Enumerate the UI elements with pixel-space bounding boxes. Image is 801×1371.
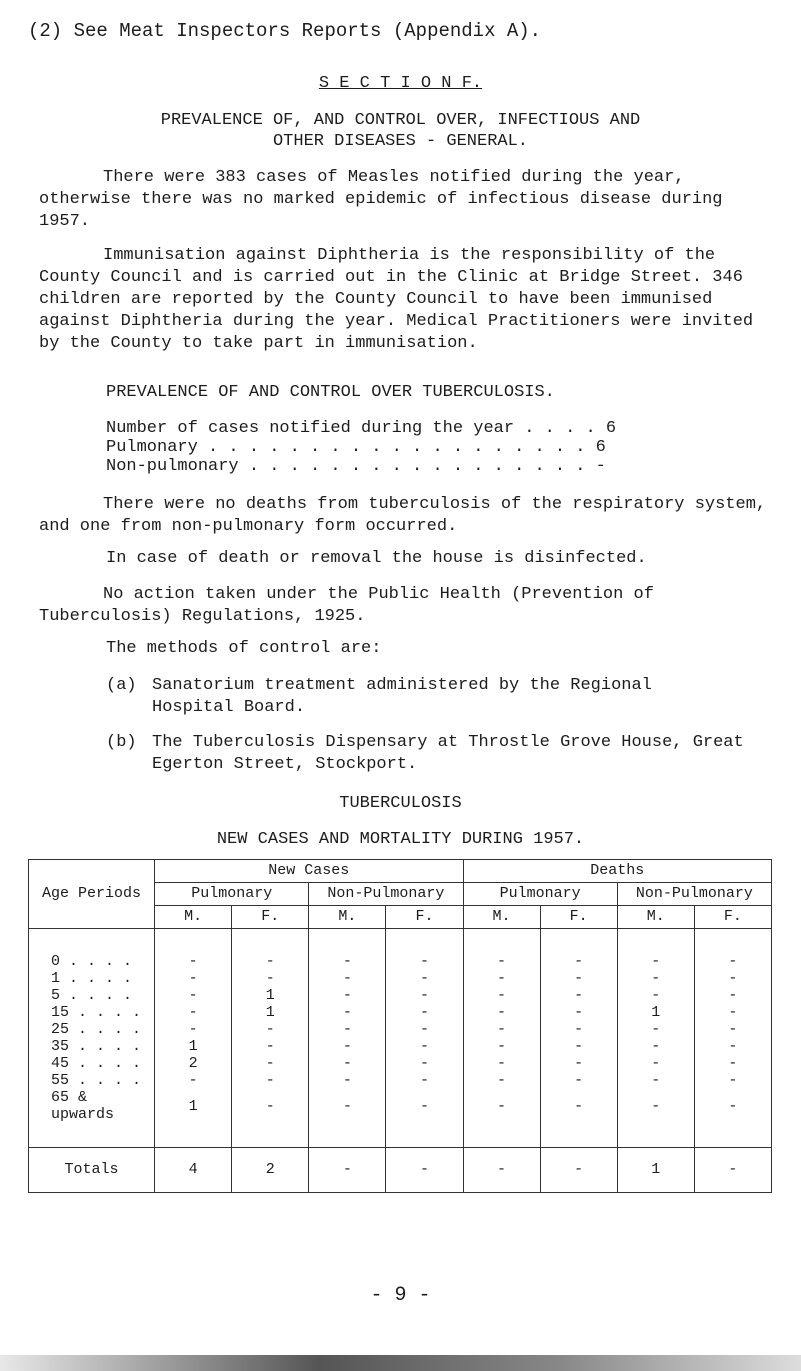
deaths-header: Deaths: [463, 860, 771, 883]
value-cell: 2: [155, 1055, 232, 1072]
value-cell: 1: [155, 1089, 232, 1123]
value-cell: -: [232, 1021, 309, 1038]
value-cell: -: [463, 1089, 540, 1123]
page-number: - 9 -: [370, 1284, 431, 1307]
d-nonpulmonary-header: Non-Pulmonary: [617, 883, 771, 906]
value-cell: -: [232, 1055, 309, 1072]
value-cell: -: [232, 1072, 309, 1089]
value-cell: -: [694, 1004, 771, 1021]
notified-count: Number of cases notified during the year . . . . 6: [106, 419, 617, 438]
table-row: [29, 1004, 772, 1021]
value-cell: -: [617, 1021, 694, 1038]
value-cell: -: [694, 987, 771, 1004]
value-cell: -: [309, 953, 386, 970]
col-f: F.: [232, 906, 309, 929]
value-cell: -: [386, 953, 463, 970]
value-cell: -: [540, 1072, 617, 1089]
nonpulmonary-count: Non-pulmonary . . . . . . . . . . . . . . . . . -: [106, 457, 606, 476]
table-row: [29, 1021, 772, 1038]
section-title: S E C T I O N F.: [318, 74, 483, 93]
value-cell: -: [386, 1021, 463, 1038]
age-cell: 25 . . . .: [29, 1021, 155, 1038]
value-cell: -: [309, 1072, 386, 1089]
para-measles: There were 383 cases of Measles notified during the year, otherwise there was no marked epidemic of infectious disease during 1957.: [39, 168, 723, 231]
heading-line-2: OTHER DISEASES - GENERAL.: [272, 132, 529, 151]
col-f: F.: [694, 906, 771, 929]
value-cell: -: [694, 1038, 771, 1055]
total-cell: -: [540, 1148, 617, 1193]
value-cell: -: [386, 1004, 463, 1021]
value-cell: -: [386, 1089, 463, 1123]
value-cell: -: [155, 987, 232, 1004]
value-cell: -: [309, 1089, 386, 1123]
value-cell: -: [386, 1055, 463, 1072]
heading-line-1: PREVALENCE OF, AND CONTROL OVER, INFECTIOUS AND: [160, 111, 641, 130]
age-cell: 65 & upwards: [29, 1089, 155, 1123]
table-row: [29, 1038, 772, 1055]
table-title-1: TUBERCULOSIS: [339, 794, 462, 813]
value-cell: -: [617, 1072, 694, 1089]
value-cell: -: [463, 987, 540, 1004]
value-cell: -: [617, 1089, 694, 1123]
value-cell: -: [540, 1004, 617, 1021]
totals-label: Totals: [29, 1148, 155, 1193]
value-cell: -: [694, 1055, 771, 1072]
totals-row: [29, 1148, 772, 1193]
col-m: M.: [155, 906, 232, 929]
para-disinfect: In case of death or removal the house is disinfected.: [106, 549, 647, 568]
table-row: [29, 1055, 772, 1072]
value-cell: -: [617, 970, 694, 987]
value-cell: -: [155, 953, 232, 970]
value-cell: -: [386, 987, 463, 1004]
para-immunisation: Immunisation against Diphtheria is the responsibility of the County Council and is carried out in the Clinic at Bridge Street. 346 children are reported by the County Council to have been immunised against Diphtheria during the year. Medical Practitioners were invited by the County to take part in immunisation.: [39, 246, 754, 353]
value-cell: -: [309, 1055, 386, 1072]
value-cell: -: [463, 953, 540, 970]
value-cell: -: [155, 1021, 232, 1038]
col-m: M.: [463, 906, 540, 929]
value-cell: -: [540, 1089, 617, 1123]
table-row: [29, 953, 772, 970]
value-cell: -: [155, 1072, 232, 1089]
age-cell: 0 . . . .: [29, 953, 155, 970]
age-cell: 55 . . . .: [29, 1072, 155, 1089]
value-cell: -: [694, 1072, 771, 1089]
value-cell: -: [463, 1021, 540, 1038]
age-cell: 5 . . . .: [29, 987, 155, 1004]
col-f: F.: [540, 906, 617, 929]
value-cell: -: [540, 1021, 617, 1038]
value-cell: -: [386, 1072, 463, 1089]
age-periods-header: Age Periods: [29, 860, 155, 929]
value-cell: -: [617, 1038, 694, 1055]
value-cell: -: [617, 953, 694, 970]
total-cell: 2: [232, 1148, 309, 1193]
value-cell: -: [155, 970, 232, 987]
value-cell: -: [540, 1055, 617, 1072]
total-cell: -: [694, 1148, 771, 1193]
value-cell: -: [232, 970, 309, 987]
total-cell: 1: [617, 1148, 694, 1193]
col-m: M.: [617, 906, 694, 929]
tb-heading: PREVALENCE OF AND CONTROL OVER TUBERCULOSIS.: [106, 383, 555, 402]
age-cell: 1 . . . .: [29, 970, 155, 987]
value-cell: -: [463, 970, 540, 987]
table-row: [29, 970, 772, 987]
value-cell: -: [694, 1089, 771, 1123]
header-note: (2) See Meat Inspectors Reports (Appendix A).: [28, 20, 542, 42]
value-cell: -: [463, 1038, 540, 1055]
value-cell: 1: [155, 1038, 232, 1055]
new-cases-header: New Cases: [155, 860, 463, 883]
value-cell: 1: [617, 1004, 694, 1021]
total-cell: -: [309, 1148, 386, 1193]
col-f: F.: [386, 906, 463, 929]
d-pulmonary-header: Pulmonary: [463, 883, 617, 906]
pulmonary-count: Pulmonary . . . . . . . . . . . . . . . . . . . 6: [106, 438, 606, 457]
col-m: M.: [309, 906, 386, 929]
value-cell: -: [463, 1055, 540, 1072]
value-cell: -: [463, 1072, 540, 1089]
value-cell: 1: [232, 987, 309, 1004]
value-cell: -: [617, 1055, 694, 1072]
value-cell: -: [309, 987, 386, 1004]
table-row: [29, 1072, 772, 1089]
age-cell: 45 . . . .: [29, 1055, 155, 1072]
value-cell: -: [309, 1004, 386, 1021]
table-row: [29, 1089, 772, 1123]
value-cell: -: [309, 1021, 386, 1038]
nc-pulmonary-header: Pulmonary: [155, 883, 309, 906]
para-methods: The methods of control are:: [106, 639, 382, 658]
value-cell: -: [386, 1038, 463, 1055]
value-cell: 1: [232, 1004, 309, 1021]
tuberculosis-table: [28, 859, 772, 1193]
value-cell: -: [232, 953, 309, 970]
value-cell: -: [232, 1089, 309, 1123]
value-cell: -: [155, 1004, 232, 1021]
value-cell: -: [232, 1038, 309, 1055]
age-cell: 35 . . . .: [29, 1038, 155, 1055]
table-row: [29, 987, 772, 1004]
value-cell: -: [694, 1021, 771, 1038]
method-a-label: (a): [106, 676, 137, 695]
table-title-2: NEW CASES AND MORTALITY DURING 1957.: [216, 830, 585, 849]
total-cell: -: [463, 1148, 540, 1193]
value-cell: -: [386, 970, 463, 987]
value-cell: -: [617, 987, 694, 1004]
value-cell: -: [540, 970, 617, 987]
method-a-text: Sanatorium treatment administered by the Regional Hospital Board.: [152, 676, 652, 717]
para-deaths: There were no deaths from tuberculosis of the respiratory system, and one from non-pulmonary form occurred.: [39, 495, 767, 536]
total-cell: -: [386, 1148, 463, 1193]
value-cell: -: [309, 970, 386, 987]
value-cell: -: [463, 1004, 540, 1021]
value-cell: -: [540, 1038, 617, 1055]
nc-nonpulmonary-header: Non-Pulmonary: [309, 883, 463, 906]
value-cell: -: [694, 953, 771, 970]
method-b-text: The Tuberculosis Dispensary at Throstle Grove House, Great Egerton Street, Stockport.: [152, 733, 744, 774]
method-b-label: (b): [106, 733, 137, 752]
scan-edge: [0, 1355, 801, 1371]
value-cell: -: [309, 1038, 386, 1055]
age-cell: 15 . . . .: [29, 1004, 155, 1021]
value-cell: -: [540, 987, 617, 1004]
value-cell: -: [694, 970, 771, 987]
para-noaction: No action taken under the Public Health (Prevention of Tuberculosis) Regulations, 1925.: [39, 585, 654, 626]
value-cell: -: [540, 953, 617, 970]
total-cell: 4: [155, 1148, 232, 1193]
